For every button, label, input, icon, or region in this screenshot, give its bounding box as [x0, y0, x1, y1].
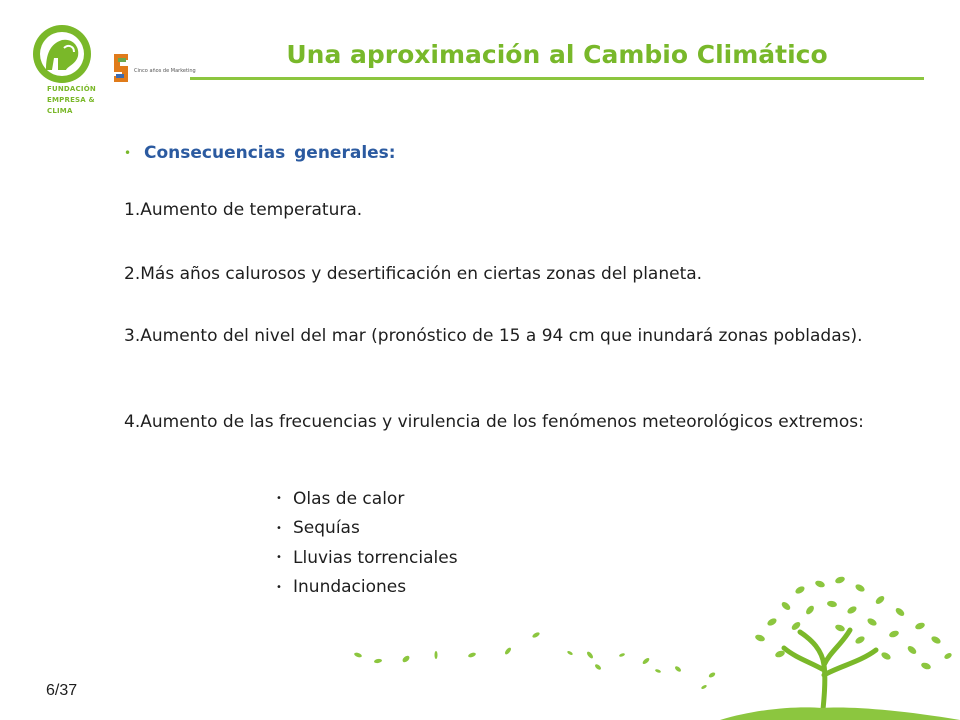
bullet-icon: • [276, 522, 282, 534]
list-item [124, 198, 910, 223]
heading-row [124, 140, 396, 166]
item-text: Aumento del nivel del mar (pronóstico de 15 a 94 cm que inundará zonas pobladas). [140, 326, 863, 346]
bullet-icon: • [124, 146, 132, 160]
logo-line-2: EMPRESA & [47, 96, 95, 104]
list-item [124, 324, 910, 349]
fundacion-logo-text [47, 84, 96, 117]
sub-list-item [276, 573, 458, 603]
list-item [124, 262, 910, 287]
tree-illustration [700, 570, 960, 720]
sub-item-text: Sequías [293, 518, 360, 539]
item-number: 4. [124, 412, 141, 432]
bullet-icon: • [276, 552, 282, 564]
sub-list [276, 484, 458, 602]
slide-title: Una aproximación al Cambio Climático [286, 40, 828, 69]
item-number: 3. [124, 326, 141, 346]
item-text: Aumento de temperatura. [140, 200, 363, 220]
bullet-icon: • [276, 493, 282, 505]
item-text: Aumento de las frecuencias y virulencia de los fenómenos meteorológicos extremos: [140, 412, 864, 432]
sub-item-text: Lluvias torrenciales [293, 547, 458, 568]
sub-list-item [276, 543, 458, 573]
item-number: 1. [124, 200, 141, 220]
logo-line-1: FUNDACIÓN [47, 85, 96, 93]
section-heading: Consecuencias generales: [144, 143, 396, 163]
item-text: Más años calurosos y desertificación en ciertas zonas del planeta. [140, 264, 703, 284]
fundacion-logo-mark [28, 24, 104, 84]
sub-item-text: Olas de calor [293, 488, 405, 509]
sub-list-item [276, 484, 458, 514]
bullet-icon: • [276, 581, 282, 593]
item-number: 2. [124, 264, 141, 284]
falling-leaves-decoration [340, 625, 730, 700]
sub-item-text: Inundaciones [293, 577, 407, 598]
sub-list-item [276, 514, 458, 544]
logo-line-3: CLIMA [47, 107, 73, 115]
list-item [124, 410, 910, 435]
page-number: 6/37 [46, 682, 78, 699]
title-underline [190, 77, 924, 80]
cinco-anos-logo-text: Cinco años de Marketing [134, 68, 196, 74]
